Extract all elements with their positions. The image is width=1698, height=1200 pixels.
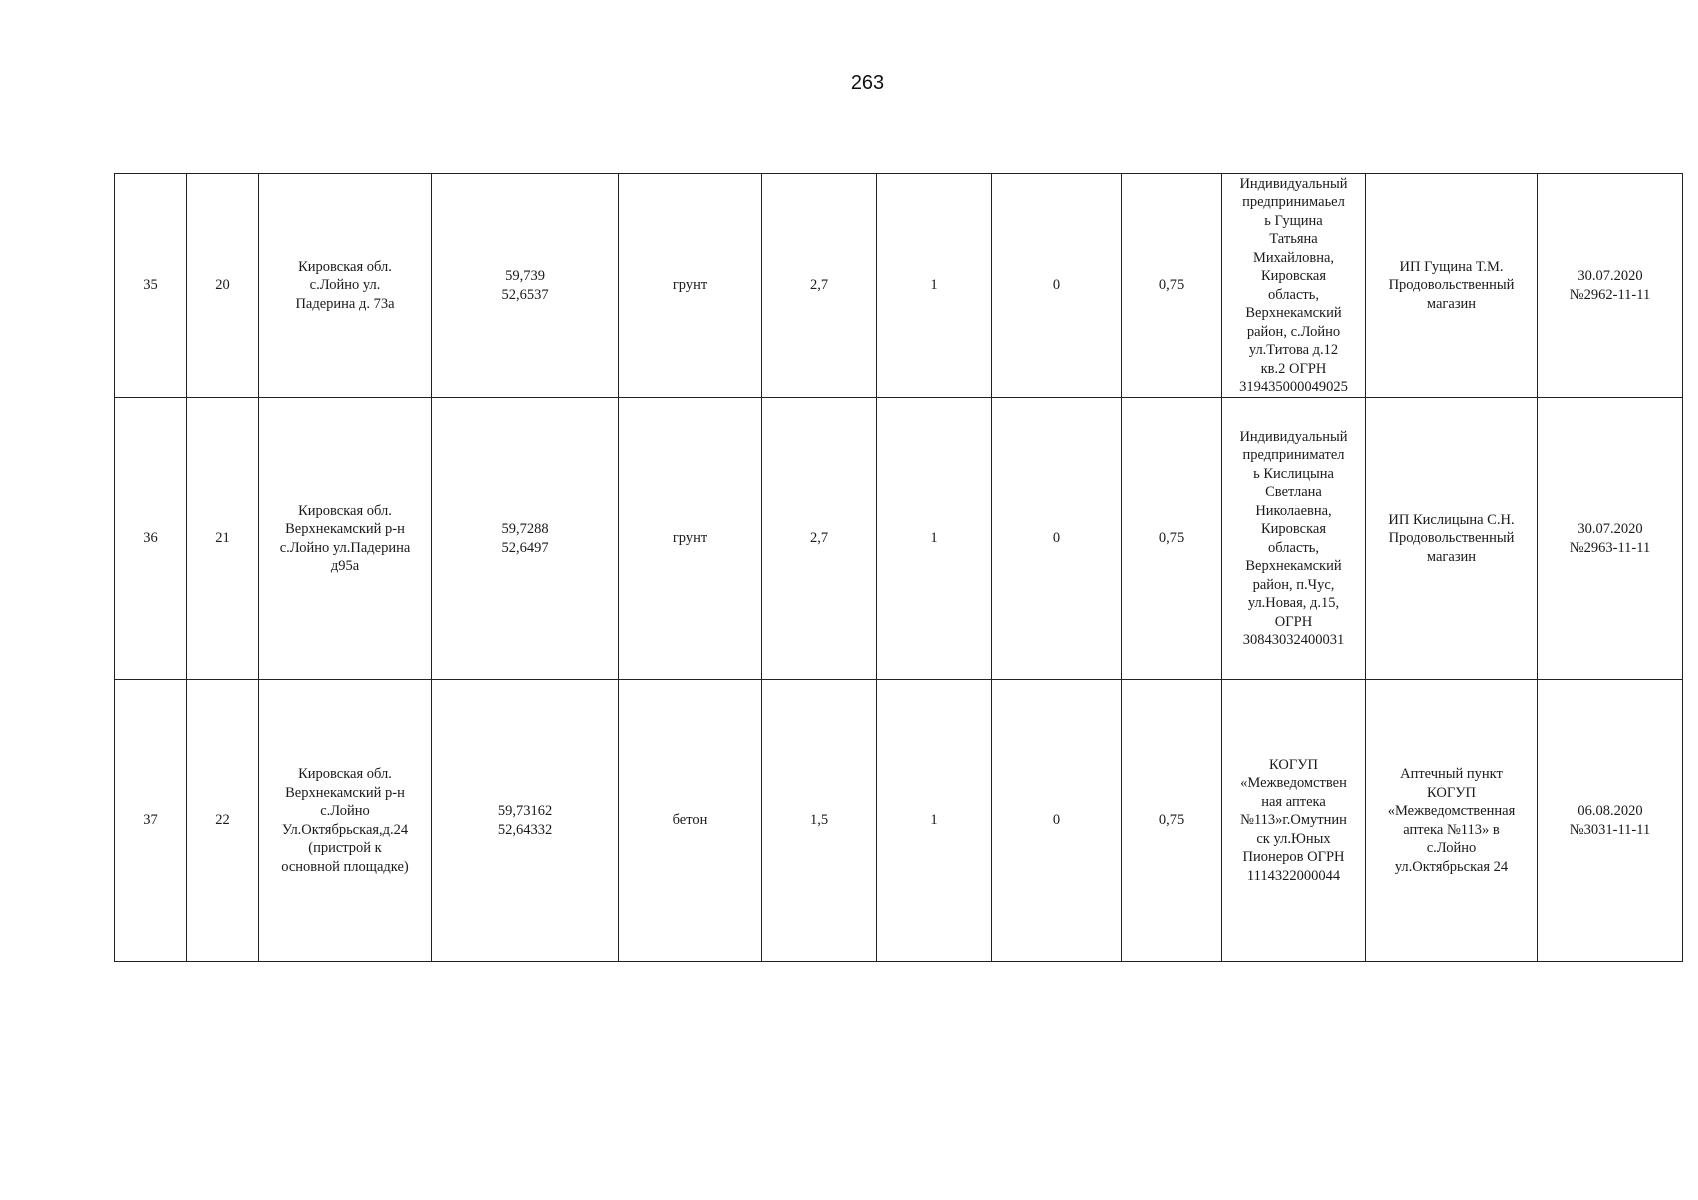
row-number-cell: 35 (115, 174, 187, 398)
coordinates-cell: 59,7288 52,6497 (432, 398, 619, 680)
site-number-cell: 20 (187, 174, 259, 398)
waste-source-cell: ИП Гущина Т.М. Продовольственный магазин (1366, 174, 1538, 398)
area-cell: 2,7 (762, 174, 877, 398)
table-row (115, 680, 1683, 962)
containers-count-cell: 1 (877, 680, 992, 962)
owner-cell: КОГУП «Межведомствен ная аптека №113»г.Омутнин ск ул.Юных Пионеров ОГРН 1114322000044 (1222, 680, 1366, 962)
volume-cell: 0,75 (1122, 174, 1222, 398)
address-cell: Кировская обл. Верхнекамский р-н с.Лойно ул.Падерина д95а (259, 398, 432, 680)
table-row (115, 398, 1683, 680)
decision-cell: 30.07.2020 №2962-11-11 (1538, 174, 1683, 398)
volume-cell: 0,75 (1122, 398, 1222, 680)
area-cell: 1,5 (762, 680, 877, 962)
area-cell: 2,7 (762, 398, 877, 680)
waste-source-cell: ИП Кислицына С.Н. Продовольственный магазин (1366, 398, 1538, 680)
surface-cell: бетон (619, 680, 762, 962)
surface-cell: грунт (619, 398, 762, 680)
coordinates-cell: 59,739 52,6537 (432, 174, 619, 398)
planned-containers-cell: 0 (992, 174, 1122, 398)
container-sites-table (114, 173, 1683, 962)
decision-cell: 30.07.2020 №2963-11-11 (1538, 398, 1683, 680)
owner-cell: Индивидуальный предпринимател ь Кислицына Светлана Николаевна, Кировская область, Верхнекамский район, п.Чус, ул.Новая, д.15, ОГРН 30843032400031 (1222, 398, 1366, 680)
site-number-cell: 22 (187, 680, 259, 962)
planned-containers-cell: 0 (992, 680, 1122, 962)
address-cell: Кировская обл. Верхнекамский р-н с.Лойно Ул.Октябрьская,д.24 (пристрой к основной площадке) (259, 680, 432, 962)
containers-count-cell: 1 (877, 174, 992, 398)
coordinates-cell: 59,73162 52,64332 (432, 680, 619, 962)
row-number-cell: 37 (115, 680, 187, 962)
decision-cell: 06.08.2020 №3031-11-11 (1538, 680, 1683, 962)
surface-cell: грунт (619, 174, 762, 398)
address-cell: Кировская обл. с.Лойно ул. Падерина д. 73а (259, 174, 432, 398)
row-number-cell: 36 (115, 398, 187, 680)
page-number: 263 (850, 72, 885, 94)
site-number-cell: 21 (187, 398, 259, 680)
containers-count-cell: 1 (877, 398, 992, 680)
waste-source-cell: Аптечный пункт КОГУП «Межведомственная аптека №113» в с.Лойно ул.Октябрьская 24 (1366, 680, 1538, 962)
volume-cell: 0,75 (1122, 680, 1222, 962)
planned-containers-cell: 0 (992, 398, 1122, 680)
owner-cell: Индивидуальный предпринимаьел ь Гущина Татьяна Михайловна, Кировская область, Верхнекамский район, с.Лойно ул.Титова д.12 кв.2 ОГРН 319435000049025 (1222, 174, 1366, 398)
table-row (115, 174, 1683, 398)
